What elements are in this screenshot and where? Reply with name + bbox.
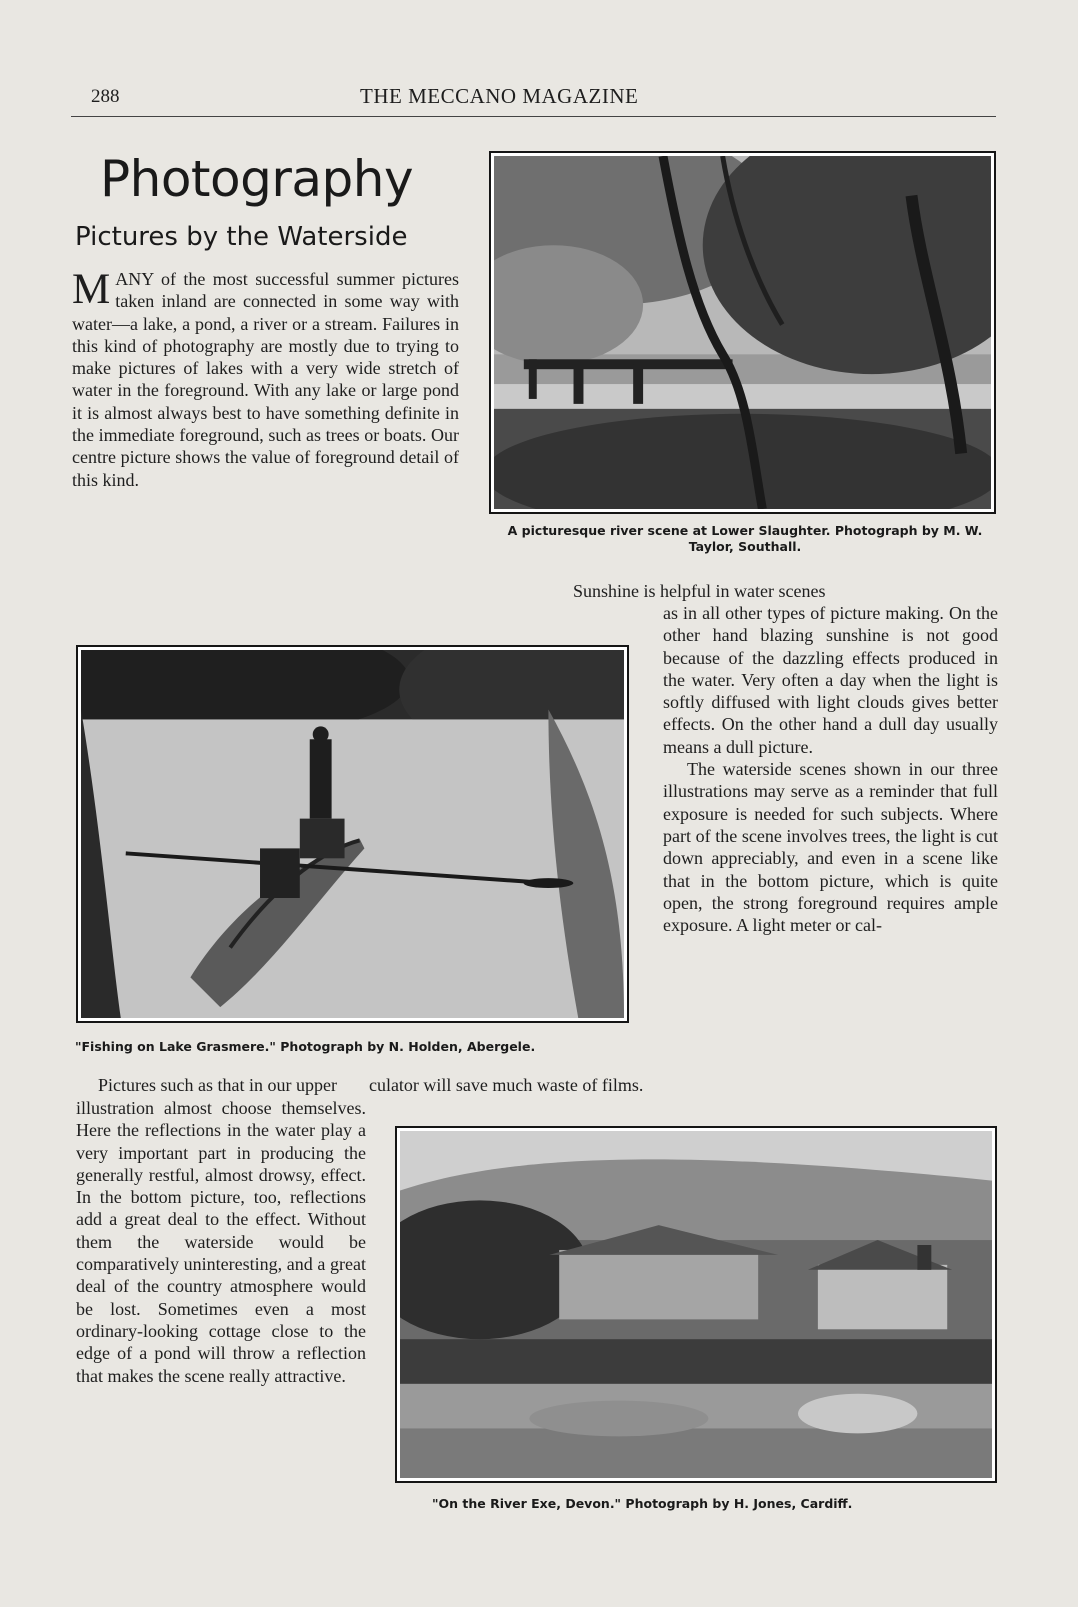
- intro-paragraph: [72, 268, 459, 491]
- magazine-title: THE MECCANO MAGAZINE: [360, 84, 639, 108]
- photo-lake-grasmere: [76, 645, 629, 1023]
- intro-column: [72, 268, 459, 491]
- photo-lower-slaughter: [489, 151, 996, 514]
- caption-photo-3: "On the River Exe, Devon." Photograph by H. Jones, Cardiff.: [432, 1496, 853, 1511]
- lower-lead-line: [98, 1075, 1003, 1096]
- article-subtitle: Pictures by the Waterside: [75, 222, 408, 252]
- right-column: [663, 602, 998, 936]
- caption-photo-2: "Fishing on Lake Grasmere." Photograph by N. Holden, Abergele.: [75, 1039, 536, 1054]
- drop-cap: M: [72, 266, 111, 313]
- lower-lead-right: culator will save much waste of films.: [368, 1075, 644, 1095]
- lower-paragraph: illustration almost choose themselves. Here the reflections in the water play a very important part in producing the generally restful, almost drowsy, effect. In the bottom picture, too, reflections add a great deal to the effect. Without them the waterside would be comparatively uninteresting, and a great deal of the country atmosphere would be lost. Sometimes even a most ordinary-looking cottage close to the edge of a pond will throw a reflection that makes the scene really attractive.: [76, 1098, 366, 1386]
- caption-photo-1: A picturesque river scene at Lower Slaughter. Photograph by M. W. Taylor, Southall.: [507, 523, 983, 554]
- lower-lead-left: Pictures such as that in our upper: [98, 1075, 337, 1095]
- sunshine-paragraph: as in all other types of picture making. On the other hand blazing sunshine is not good because of the dazzling effects produced in the water. Very often a day when the light is softly diffused with light clouds gives better effects. On the other hand a dull day usually means a dull picture.: [663, 603, 998, 757]
- sunshine-lead: Sunshine is helpful in water scenes: [573, 581, 826, 601]
- article-title: Photography: [100, 150, 414, 208]
- header-rule: [71, 116, 996, 117]
- page-number: 288: [91, 86, 120, 107]
- photo-river-exe: [395, 1126, 997, 1483]
- lower-column: [76, 1097, 366, 1387]
- intro-text: ANY of the most successful summer pictures taken inland are connected in some way with water—a lake, a pond, a river or a stream. Failures in this kind of photography are mostly due to trying to make pictures of lakes with a very wide stretch of water in the foreground. With any lake or large pond it is almost always best to have something definite in the immediate foreground, such as trees or boats. Our centre picture shows the value of foreground detail of this kind.: [72, 269, 459, 490]
- waterside-paragraph: The waterside scenes shown in our three illustrations may serve as a reminder that full exposure is needed for such subjects. Where part of the scene involves trees, the light is cut down appreciably, and even in a scene like that in the bottom picture, which is quite open, the strong foreground requires ample exposure. A light meter or cal-: [663, 759, 998, 936]
